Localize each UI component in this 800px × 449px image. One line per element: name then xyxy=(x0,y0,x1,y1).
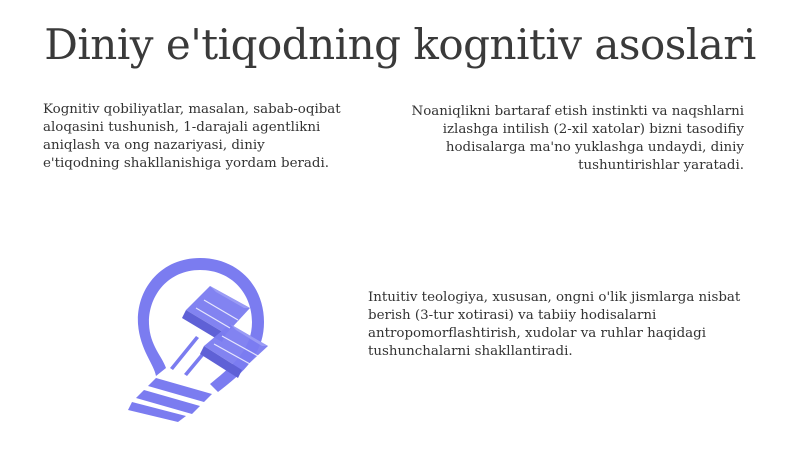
paragraph-bottom: Intuitiv teologiya, xususan, ongni o'lik jismlarga nisbat berish (3-tur xotirasi) va tabiiy hodisalarni antropomorflashtirish, xudolar va ruhlar haqidagi tushunchalarni shakllantiradi. xyxy=(368,290,741,359)
paragraph-left: Kognitiv qobiliyatlar, masalan, sabab-oqibat aloqasini tushunish, 1-darajali agentlikni aniqlash va ong nazariyasi, diniy e'tiqodning shakllanishiga yordam beradi. xyxy=(43,102,341,171)
lightbulb-book-icon xyxy=(100,250,315,425)
slide-title: Diniy e'tiqodning kognitiv asoslari xyxy=(44,20,756,69)
paragraph-right: Noaniqlikni bartaraf etish instinkti va naqshlarni izlashga intilish (2-xil xatolar) bizni tasodifiy hodisalarga ma'no yuklashga undaydi, diniy tushuntirishlar yaratadi. xyxy=(411,104,744,173)
